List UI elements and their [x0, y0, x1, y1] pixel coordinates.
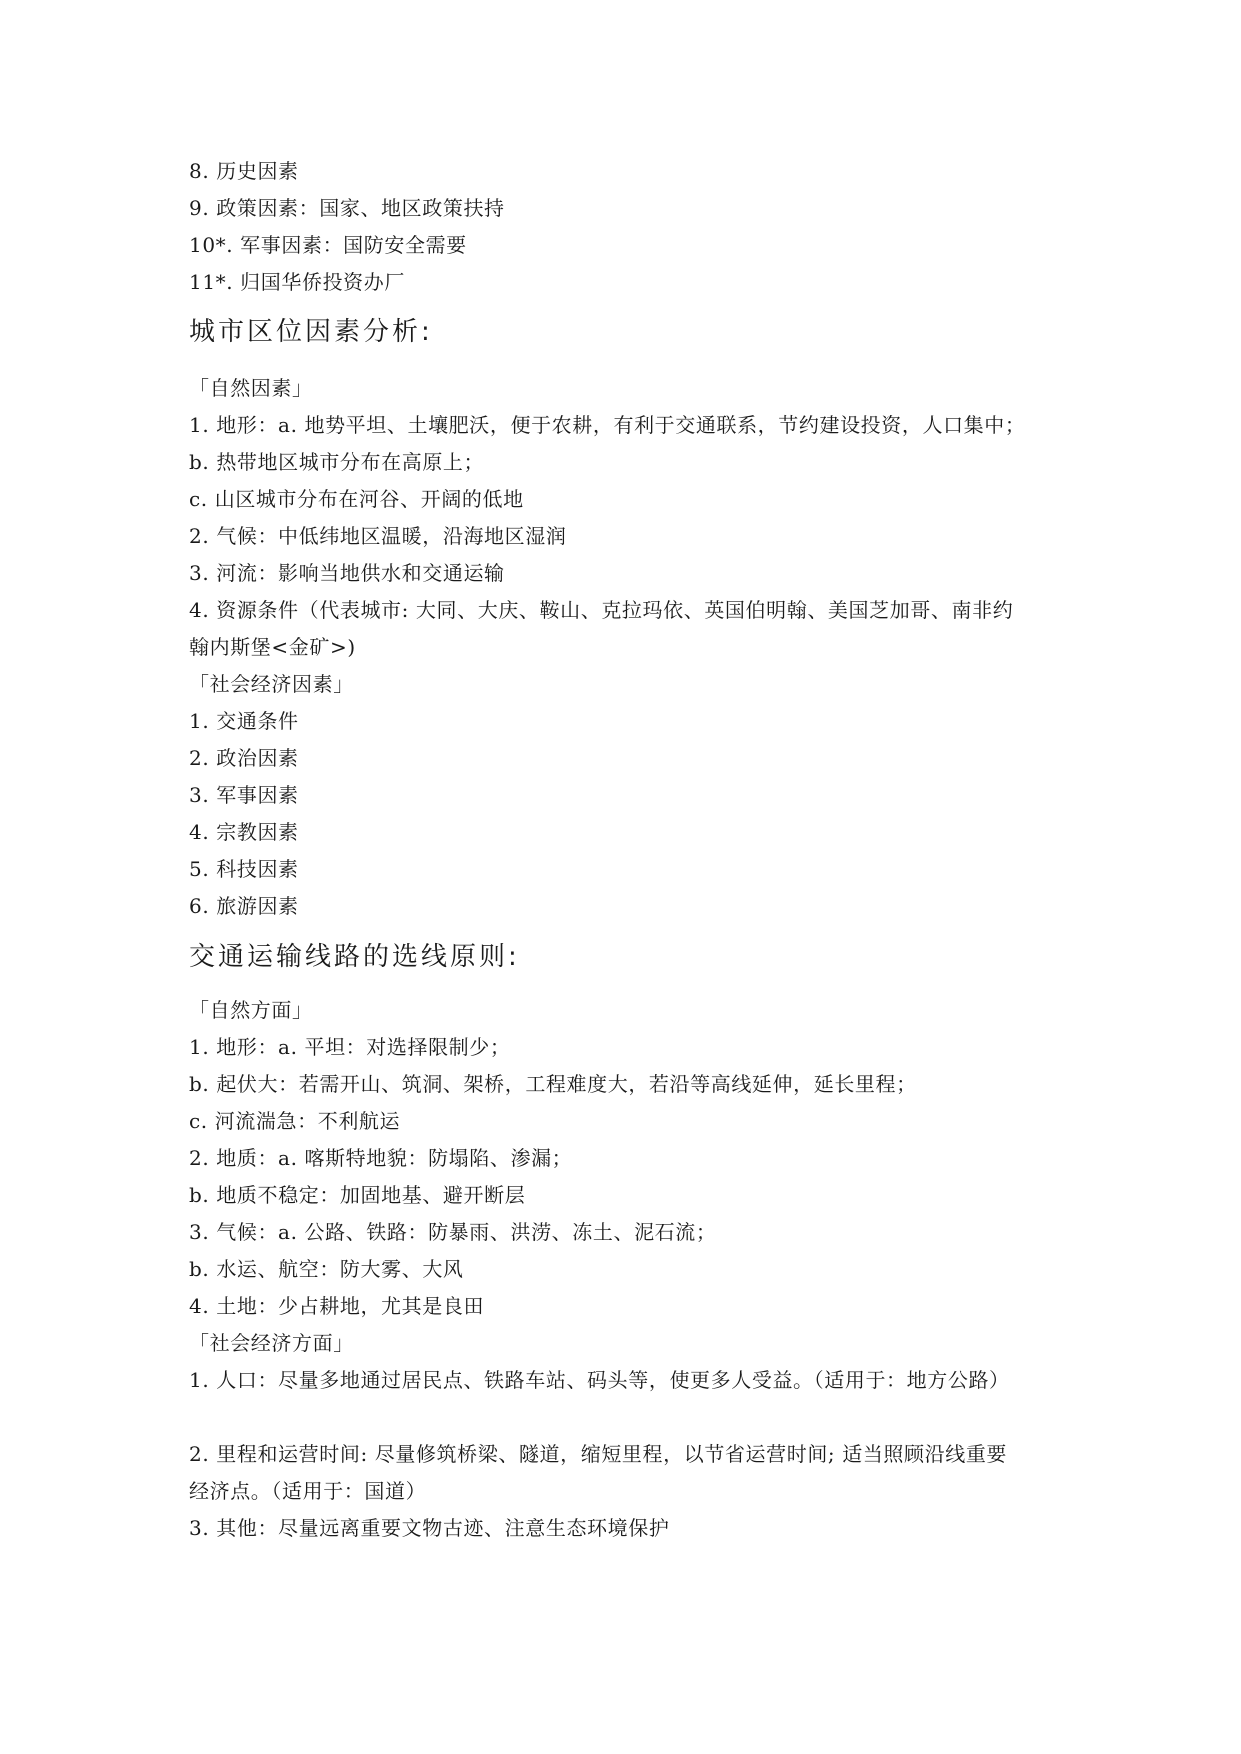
social-factor-line: 2. 政治因素: [189, 746, 299, 770]
social-aspect-line: 3. 其他：尽量远离重要文物古迹、注意生态环境保护: [189, 1516, 670, 1540]
section-title-transport-route: 交通运输线路的选线原则:: [189, 942, 520, 972]
natural-aspect-line: b. 水运、航空：防大雾、大风: [189, 1257, 464, 1281]
natural-factor-line: 翰内斯堡<金矿>): [189, 635, 356, 659]
natural-aspect-line: 4. 土地：少占耕地，尤其是良田: [189, 1294, 485, 1318]
natural-aspect-line: c. 河流湍急：不利航运: [189, 1109, 401, 1133]
natural-factor-line: b. 热带地区城市分布在高原上；: [189, 450, 485, 474]
natural-factor-line: 3. 河流：影响当地供水和交通运输: [189, 561, 505, 585]
intro-item: 10*. 军事因素：国防安全需要: [189, 233, 467, 257]
intro-item: 8. 历史因素: [189, 159, 299, 183]
social-factor-line: 5. 科技因素: [189, 857, 299, 881]
social-factor-line: 3. 军事因素: [189, 783, 299, 807]
subsection-header-social: 「社会经济因素」: [189, 672, 354, 696]
social-aspect-line: 经济点。（适用于：国道）: [189, 1479, 427, 1503]
natural-aspect-line: b. 地质不稳定：加固地基、避开断层: [189, 1183, 526, 1207]
intro-item: 9. 政策因素：国家、地区政策扶持: [189, 196, 505, 220]
natural-factor-line: c. 山区城市分布在河谷、开阔的低地: [189, 487, 524, 511]
natural-aspect-line: b. 起伏大：若需开山、筑洞、架桥，工程难度大，若沿等高线延伸，延长里程；: [189, 1072, 917, 1096]
intro-item: 11*. 归国华侨投资办厂: [189, 270, 405, 294]
section-title-city-location: 城市区位因素分析:: [189, 317, 433, 347]
natural-aspect-line: 2. 地质：a. 喀斯特地貌：防塌陷、渗漏；: [189, 1146, 573, 1170]
natural-aspect-line: 3. 气候：a. 公路、铁路：防暴雨、洪涝、冻土、泥石流；: [189, 1220, 717, 1244]
social-factor-line: 6. 旅游因素: [189, 894, 299, 918]
social-factor-line: 1. 交通条件: [189, 709, 299, 733]
natural-factor-line: 4. 资源条件（代表城市: 大同、大庆、鞍山、克拉玛依、英国伯明翰、美国芝加哥、南非约: [189, 598, 1014, 622]
social-factor-line: 4. 宗教因素: [189, 820, 299, 844]
natural-factor-line: 1. 地形：a. 地势平坦、土壤肥沃，便于农耕，有利于交通联系，节约建设投资，人口集中；: [189, 413, 1026, 437]
subsection-header-social: 「社会经济方面」: [189, 1331, 354, 1355]
social-aspect-line: 1. 人口：尽量多地通过居民点、铁路车站、码头等，使更多人受益。（适用于：地方公路）: [189, 1368, 1010, 1392]
subsection-header-natural: 「自然方面」: [189, 998, 313, 1022]
natural-aspect-line: 1. 地形：a. 平坦：对选择限制少；: [189, 1035, 511, 1059]
social-aspect-line: 2. 里程和运营时间: 尽量修筑桥梁、隧道，缩短里程，以节省运营时间; 适当照顾沿线重要: [189, 1442, 1008, 1466]
subsection-header-natural: 「自然因素」: [189, 376, 313, 400]
natural-factor-line: 2. 气候：中低纬地区温暖，沿海地区湿润: [189, 524, 567, 548]
